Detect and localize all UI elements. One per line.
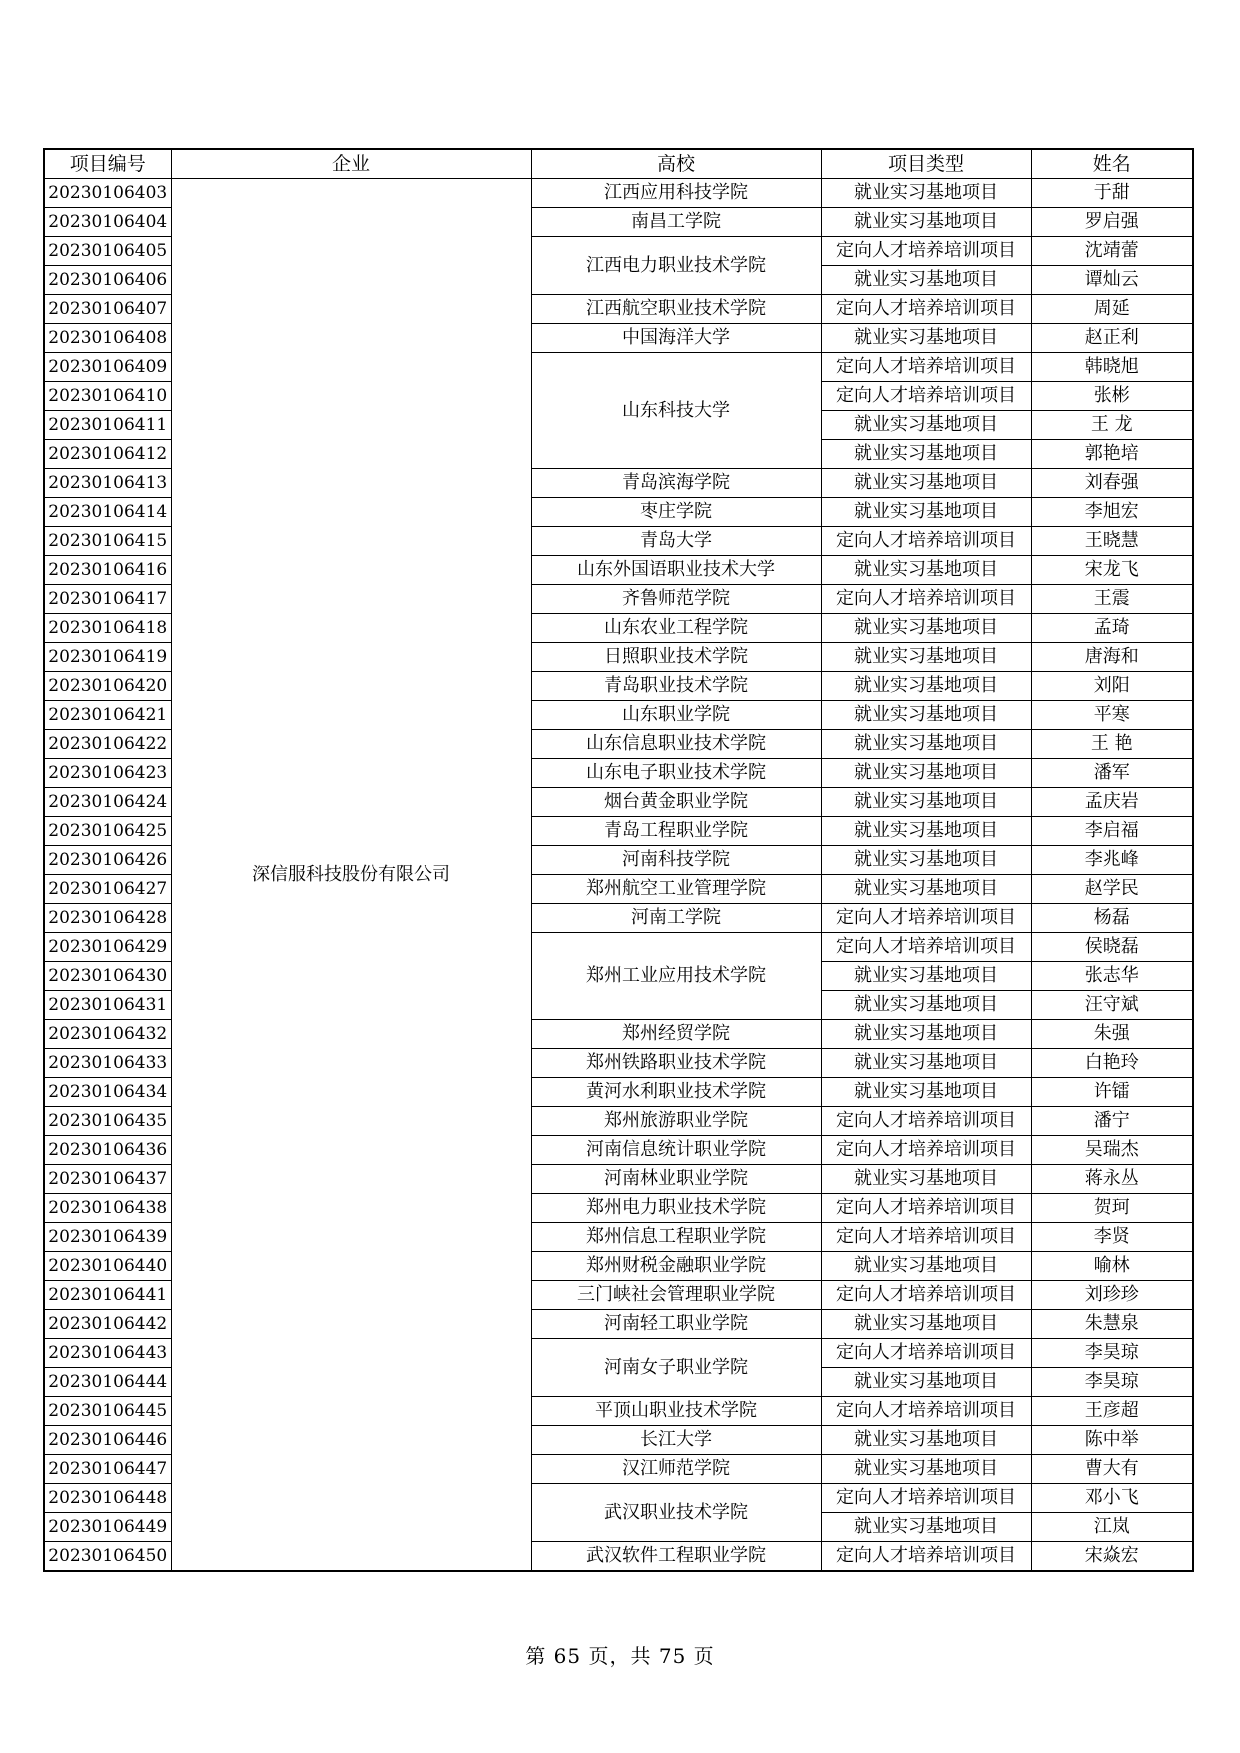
cell-school: 平顶山职业技术学院 [531,1397,821,1426]
cell-project-type: 就业实习基地项目 [821,788,1031,817]
cell-project-type: 定向人才培养培训项目 [821,295,1031,324]
cell-project-code: 20230106435 [44,1107,171,1136]
cell-project-type: 就业实习基地项目 [821,817,1031,846]
cell-project-code: 20230106444 [44,1368,171,1397]
cell-school: 日照职业技术学院 [531,643,821,672]
cell-project-type: 就业实习基地项目 [821,324,1031,353]
cell-project-code: 20230106448 [44,1484,171,1513]
cell-project-type: 定向人才培养培训项目 [821,1107,1031,1136]
cell-person-name: 李昊琼 [1031,1339,1193,1368]
cell-project-type: 就业实习基地项目 [821,730,1031,759]
cell-project-code: 20230106443 [44,1339,171,1368]
cell-school: 枣庄学院 [531,498,821,527]
cell-school: 中国海洋大学 [531,324,821,353]
cell-school: 山东职业学院 [531,701,821,730]
cell-project-code: 20230106440 [44,1252,171,1281]
cell-person-name: 杨磊 [1031,904,1193,933]
cell-project-type: 就业实习基地项目 [821,556,1031,585]
cell-project-code: 20230106419 [44,643,171,672]
cell-project-type: 就业实习基地项目 [821,469,1031,498]
cell-project-code: 20230106445 [44,1397,171,1426]
cell-person-name: 张彬 [1031,382,1193,411]
cell-person-name: 李贤 [1031,1223,1193,1252]
cell-project-code: 20230106428 [44,904,171,933]
cell-project-code: 20230106427 [44,875,171,904]
cell-school: 山东农业工程学院 [531,614,821,643]
cell-project-type: 定向人才培养培训项目 [821,353,1031,382]
cell-school: 河南工学院 [531,904,821,933]
cell-school: 武汉软件工程职业学院 [531,1542,821,1572]
cell-project-type: 就业实习基地项目 [821,614,1031,643]
cell-person-name: 王彦超 [1031,1397,1193,1426]
cell-project-code: 20230106436 [44,1136,171,1165]
cell-school: 江西航空职业技术学院 [531,295,821,324]
cell-project-type: 就业实习基地项目 [821,875,1031,904]
header-project-type: 项目类型 [821,149,1031,179]
cell-project-code: 20230106439 [44,1223,171,1252]
cell-person-name: 宋焱宏 [1031,1542,1193,1572]
cell-school: 山东外国语职业技术大学 [531,556,821,585]
cell-project-type: 定向人才培养培训项目 [821,1194,1031,1223]
cell-person-name: 贺珂 [1031,1194,1193,1223]
header-name: 姓名 [1031,149,1193,179]
cell-person-name: 周延 [1031,295,1193,324]
cell-project-code: 20230106415 [44,527,171,556]
cell-school: 郑州经贸学院 [531,1020,821,1049]
cell-project-code: 20230106404 [44,208,171,237]
cell-project-code: 20230106424 [44,788,171,817]
cell-project-code: 20230106413 [44,469,171,498]
cell-person-name: 曹大有 [1031,1455,1193,1484]
table-body [44,179,1193,1572]
cell-project-code: 20230106425 [44,817,171,846]
cell-project-code: 20230106408 [44,324,171,353]
cell-person-name: 潘宁 [1031,1107,1193,1136]
cell-school: 郑州财税金融职业学院 [531,1252,821,1281]
cell-school: 长江大学 [531,1426,821,1455]
cell-person-name: 汪守斌 [1031,991,1193,1020]
cell-project-type: 就业实习基地项目 [821,1078,1031,1107]
cell-person-name: 喻林 [1031,1252,1193,1281]
cell-project-type: 就业实习基地项目 [821,1020,1031,1049]
cell-person-name: 蒋永丛 [1031,1165,1193,1194]
cell-project-type: 就业实习基地项目 [821,498,1031,527]
cell-person-name: 刘春强 [1031,469,1193,498]
cell-person-name: 刘珍珍 [1031,1281,1193,1310]
cell-school: 河南轻工职业学院 [531,1310,821,1339]
project-table [43,148,1194,1572]
cell-person-name: 孟琦 [1031,614,1193,643]
cell-project-code: 20230106447 [44,1455,171,1484]
cell-school: 山东信息职业技术学院 [531,730,821,759]
cell-project-code: 20230106405 [44,237,171,266]
cell-school: 三门峡社会管理职业学院 [531,1281,821,1310]
cell-project-type: 定向人才培养培训项目 [821,1397,1031,1426]
cell-project-code: 20230106426 [44,846,171,875]
cell-person-name: 侯晓磊 [1031,933,1193,962]
cell-school: 郑州工业应用技术学院 [531,933,821,1020]
cell-school: 郑州航空工业管理学院 [531,875,821,904]
cell-person-name: 罗启强 [1031,208,1193,237]
table-header-row [44,149,1193,179]
cell-school: 青岛滨海学院 [531,469,821,498]
cell-school: 河南林业职业学院 [531,1165,821,1194]
cell-person-name: 赵学民 [1031,875,1193,904]
cell-project-type: 就业实习基地项目 [821,411,1031,440]
cell-project-code: 20230106409 [44,353,171,382]
page-footer: 第 65 页，共 75 页 [525,1644,715,1668]
cell-project-code: 20230106431 [44,991,171,1020]
cell-project-code: 20230106422 [44,730,171,759]
cell-project-type: 就业实习基地项目 [821,1513,1031,1542]
cell-person-name: 韩晓旭 [1031,353,1193,382]
cell-school: 齐鲁师范学院 [531,585,821,614]
cell-project-type: 就业实习基地项目 [821,846,1031,875]
cell-project-type: 就业实习基地项目 [821,179,1031,208]
cell-project-code: 20230106414 [44,498,171,527]
cell-school: 郑州电力职业技术学院 [531,1194,821,1223]
cell-project-type: 就业实习基地项目 [821,1252,1031,1281]
cell-person-name: 平寒 [1031,701,1193,730]
cell-school: 烟台黄金职业学院 [531,788,821,817]
cell-school: 南昌工学院 [531,208,821,237]
cell-school: 河南科技学院 [531,846,821,875]
table-row [44,179,1193,208]
cell-person-name: 刘阳 [1031,672,1193,701]
cell-person-name: 王 龙 [1031,411,1193,440]
cell-project-type: 定向人才培养培训项目 [821,1484,1031,1513]
cell-project-code: 20230106403 [44,179,171,208]
cell-project-type: 就业实习基地项目 [821,701,1031,730]
cell-person-name: 王 艳 [1031,730,1193,759]
cell-project-type: 定向人才培养培训项目 [821,237,1031,266]
cell-project-type: 就业实习基地项目 [821,1368,1031,1397]
cell-project-code: 20230106421 [44,701,171,730]
cell-person-name: 唐海和 [1031,643,1193,672]
cell-project-code: 20230106437 [44,1165,171,1194]
cell-project-type: 就业实习基地项目 [821,1165,1031,1194]
cell-project-code: 20230106429 [44,933,171,962]
cell-person-name: 朱慧泉 [1031,1310,1193,1339]
cell-person-name: 王震 [1031,585,1193,614]
cell-person-name: 于甜 [1031,179,1193,208]
cell-school: 青岛工程职业学院 [531,817,821,846]
cell-person-name: 赵正利 [1031,324,1193,353]
cell-project-type: 就业实习基地项目 [821,1310,1031,1339]
cell-school: 黄河水利职业技术学院 [531,1078,821,1107]
cell-person-name: 潘军 [1031,759,1193,788]
cell-person-name: 邓小飞 [1031,1484,1193,1513]
cell-person-name: 郭艳培 [1031,440,1193,469]
cell-project-type: 就业实习基地项目 [821,991,1031,1020]
cell-school: 江西应用科技学院 [531,179,821,208]
cell-project-code: 20230106411 [44,411,171,440]
cell-project-type: 就业实习基地项目 [821,1455,1031,1484]
cell-school: 江西电力职业技术学院 [531,237,821,295]
cell-project-code: 20230106420 [44,672,171,701]
cell-project-type: 定向人才培养培训项目 [821,1281,1031,1310]
cell-project-code: 20230106441 [44,1281,171,1310]
cell-project-code: 20230106416 [44,556,171,585]
cell-school: 青岛职业技术学院 [531,672,821,701]
cell-project-code: 20230106406 [44,266,171,295]
cell-school: 青岛大学 [531,527,821,556]
cell-person-name: 李兆峰 [1031,846,1193,875]
cell-project-type: 就业实习基地项目 [821,962,1031,991]
cell-project-type: 定向人才培养培训项目 [821,933,1031,962]
cell-person-name: 许镭 [1031,1078,1193,1107]
cell-person-name: 白艳玲 [1031,1049,1193,1078]
cell-project-code: 20230106449 [44,1513,171,1542]
cell-project-code: 20230106410 [44,382,171,411]
cell-project-type: 定向人才培养培训项目 [821,382,1031,411]
cell-project-type: 定向人才培养培训项目 [821,1223,1031,1252]
cell-person-name: 王晓慧 [1031,527,1193,556]
cell-project-code: 20230106433 [44,1049,171,1078]
cell-person-name: 张志华 [1031,962,1193,991]
cell-school: 山东电子职业技术学院 [531,759,821,788]
cell-person-name: 李启福 [1031,817,1193,846]
cell-project-code: 20230106446 [44,1426,171,1455]
cell-person-name: 沈靖蕾 [1031,237,1193,266]
cell-project-code: 20230106417 [44,585,171,614]
cell-project-code: 20230106423 [44,759,171,788]
cell-person-name: 李昊琼 [1031,1368,1193,1397]
cell-school: 武汉职业技术学院 [531,1484,821,1542]
cell-school: 河南信息统计职业学院 [531,1136,821,1165]
cell-project-code: 20230106407 [44,295,171,324]
cell-project-type: 就业实习基地项目 [821,1426,1031,1455]
cell-project-type: 就业实习基地项目 [821,266,1031,295]
cell-person-name: 李旭宏 [1031,498,1193,527]
cell-project-type: 就业实习基地项目 [821,208,1031,237]
header-school: 高校 [531,149,821,179]
cell-project-type: 定向人才培养培训项目 [821,585,1031,614]
cell-school: 郑州旅游职业学院 [531,1107,821,1136]
cell-project-type: 定向人才培养培训项目 [821,1339,1031,1368]
header-project-code: 项目编号 [44,149,171,179]
cell-project-type: 定向人才培养培训项目 [821,1542,1031,1572]
cell-person-name: 陈中举 [1031,1426,1193,1455]
cell-project-code: 20230106430 [44,962,171,991]
cell-project-code: 20230106412 [44,440,171,469]
cell-school: 山东科技大学 [531,353,821,469]
cell-person-name: 谭灿云 [1031,266,1193,295]
cell-school: 郑州信息工程职业学院 [531,1223,821,1252]
cell-project-type: 就业实习基地项目 [821,759,1031,788]
header-company: 企业 [171,149,531,179]
cell-project-type: 定向人才培养培训项目 [821,904,1031,933]
cell-project-code: 20230106442 [44,1310,171,1339]
cell-person-name: 孟庆岩 [1031,788,1193,817]
cell-company: 深信服科技股份有限公司 [171,179,531,1572]
cell-person-name: 吴瑞杰 [1031,1136,1193,1165]
cell-person-name: 江岚 [1031,1513,1193,1542]
cell-project-type: 就业实习基地项目 [821,440,1031,469]
cell-project-type: 就业实习基地项目 [821,1049,1031,1078]
cell-school: 郑州铁路职业技术学院 [531,1049,821,1078]
cell-school: 河南女子职业学院 [531,1339,821,1397]
cell-project-code: 20230106450 [44,1542,171,1572]
cell-person-name: 朱强 [1031,1020,1193,1049]
cell-school: 汉江师范学院 [531,1455,821,1484]
cell-project-code: 20230106418 [44,614,171,643]
cell-project-code: 20230106432 [44,1020,171,1049]
cell-project-code: 20230106438 [44,1194,171,1223]
cell-person-name: 宋龙飞 [1031,556,1193,585]
cell-project-type: 定向人才培养培训项目 [821,1136,1031,1165]
cell-project-type: 就业实习基地项目 [821,672,1031,701]
cell-project-type: 就业实习基地项目 [821,643,1031,672]
project-table-container [43,148,1194,1572]
cell-project-type: 定向人才培养培训项目 [821,527,1031,556]
cell-project-code: 20230106434 [44,1078,171,1107]
